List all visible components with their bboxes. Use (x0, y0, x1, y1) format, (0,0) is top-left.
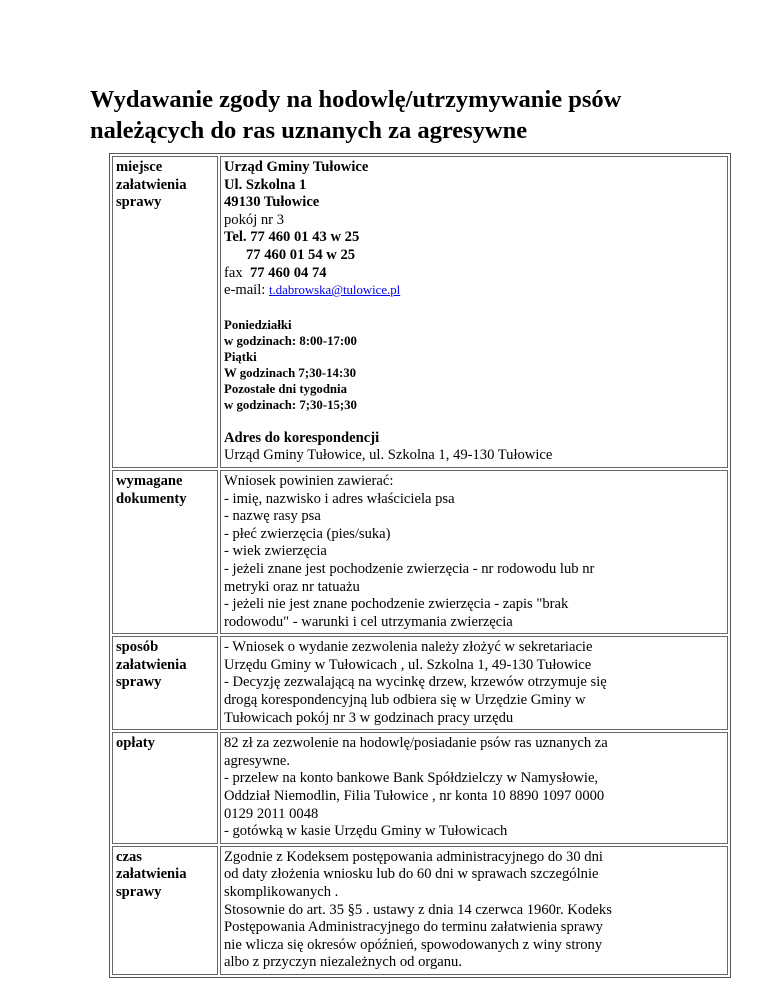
text-line: - płeć zwierzęcia (pies/suka) (224, 525, 391, 542)
spacer (224, 300, 724, 317)
label-line: wymagane (116, 472, 183, 489)
page-title (90, 84, 730, 146)
hours-line: Pozostałe dni tygodnia (224, 381, 348, 396)
text-line: - Decyzję zezwalającą na wycinkę drzew, krzewów otrzymuje się (224, 674, 607, 691)
office-room: pokój nr 3 (224, 211, 284, 228)
text-line: - imię, nazwisko i adres właściciela psa (224, 490, 455, 507)
correspondence-address: Urząd Gminy Tułowice, ul. Szkolna 1, 49-130 Tułowice (224, 447, 553, 464)
text-line: drogą korespondencyjną lub odbiera się w Urzędzie Gminy w (224, 692, 586, 709)
label-line: sposób (116, 639, 159, 656)
text-line: Postępowania Administracyjnego do terminu załatwienia sprawy (224, 919, 603, 936)
row-label-miejsce (112, 156, 218, 468)
text-line: Urzędu Gminy w Tułowicach , ul. Szkolna 1, 49-130 Tułowice (224, 656, 592, 673)
hours-line: w godzinach: 7;30-15;30 (224, 397, 357, 412)
text-line: od daty złożenia wniosku lub do 60 dni w sprawach szczególnie (224, 866, 599, 883)
row-content-dokumenty (220, 470, 728, 634)
table-row-dokumenty (112, 470, 728, 634)
text-line: - wiek zwierzęcia (224, 543, 327, 560)
text-line: Stosownie do art. 35 §5 . ustawy z dnia 14 czerwca 1960r. Kodeks (224, 901, 612, 918)
label-line: sprawy (116, 884, 162, 900)
text-line: nie wlicza się okresów opóźnień, spowodowanych z winy strony (224, 936, 603, 953)
table-row-miejsce (112, 156, 728, 468)
phone-2: 77 460 01 54 w 25 (246, 246, 356, 263)
office-name: Urząd Gminy Tułowice (224, 159, 369, 175)
text-line: - przelew na konto bankowe Bank Spółdzielczy w Namysłowie, (224, 770, 599, 787)
table-row-sposob (112, 636, 728, 730)
label-line: sprawy (116, 674, 162, 691)
text-line: albo z przyczyn niezależnych od organu. (224, 954, 462, 971)
title-line-1: Wydawanie zgody na hodowlę/utrzymywanie psów (90, 86, 622, 113)
hours-line: W godzinach 7;30-14:30 (224, 365, 356, 380)
phone-1: Tel. 77 460 01 43 w 25 (224, 229, 360, 246)
text-line: 0129 2011 0048 (224, 805, 319, 822)
info-table (109, 153, 731, 978)
text-line: agresywne. (224, 752, 291, 769)
text-line: - gotówką w kasie Urzędu Gminy w Tułowicach (224, 823, 508, 840)
label-line: miejsce (116, 159, 163, 175)
text-line: 82 zł za zezwolenie na hodowlę/posiadanie psów ras uznanych za (224, 735, 608, 752)
row-content-sposob (220, 636, 728, 730)
text-line: skomplikowanych . (224, 884, 339, 900)
label-line: sprawy (116, 194, 162, 211)
email-label: e-mail: (224, 282, 266, 299)
correspondence-heading: Adres do korespondencji (224, 429, 380, 446)
row-content-miejsce (220, 156, 728, 468)
row-content-czas (220, 846, 728, 975)
text-line: - Wniosek o wydanie zezwolenia należy złożyć w sekretariacie (224, 639, 593, 656)
label-line: opłaty (116, 735, 155, 752)
row-label-oplaty (112, 732, 218, 844)
text-line: Zgodnie z Kodeksem postępowania administracyjnego do 30 dni (224, 848, 603, 865)
text-line: - jeżeli nie jest znane pochodzenie zwierzęcia - zapis "brak (224, 596, 569, 613)
office-street: Ul. Szkolna 1 (224, 176, 307, 193)
text-line: Wniosek powinien zawierać: (224, 472, 394, 489)
label-line: czas (116, 848, 142, 865)
label-line: dokumenty (116, 490, 187, 507)
text-line: rodowodu" - warunki i cel utrzymania zwierzęcia (224, 613, 513, 630)
fax-label: fax (224, 264, 243, 281)
table-row-oplaty (112, 732, 728, 844)
email-link[interactable]: t.dabrowska@tulowice.pl (269, 283, 401, 298)
label-line: załatwienia (116, 656, 187, 673)
hours-line: Poniedziałki (224, 317, 292, 332)
hours-line: Piątki (224, 349, 257, 364)
row-label-sposob (112, 636, 218, 730)
text-line: - nazwę rasy psa (224, 508, 321, 525)
office-postal: 49130 Tułowice (224, 194, 320, 211)
spacer (224, 413, 724, 430)
fax-value: 77 460 04 74 (249, 264, 327, 281)
label-line: załatwienia (116, 176, 187, 193)
row-label-dokumenty (112, 470, 218, 634)
row-content-oplaty (220, 732, 728, 844)
text-line: Tułowicach pokój nr 3 w godzinach pracy urzędu (224, 709, 514, 726)
text-line: Oddział Niemodlin, Filia Tułowice , nr konta 10 8890 1097 0000 (224, 788, 605, 805)
text-line: - jeżeli znane jest pochodzenie zwierzęcia - nr rodowodu lub nr (224, 560, 595, 577)
table-row-czas (112, 846, 728, 975)
fax-line (224, 265, 724, 283)
text-line: metryki oraz nr tatuażu (224, 578, 360, 595)
row-label-czas (112, 846, 218, 975)
title-line-2: należących do ras uznanych za agresywne (90, 117, 528, 144)
label-line: załatwienia (116, 866, 187, 883)
email-line (224, 282, 724, 300)
hours-line: w godzinach: 8:00-17:00 (224, 333, 357, 348)
